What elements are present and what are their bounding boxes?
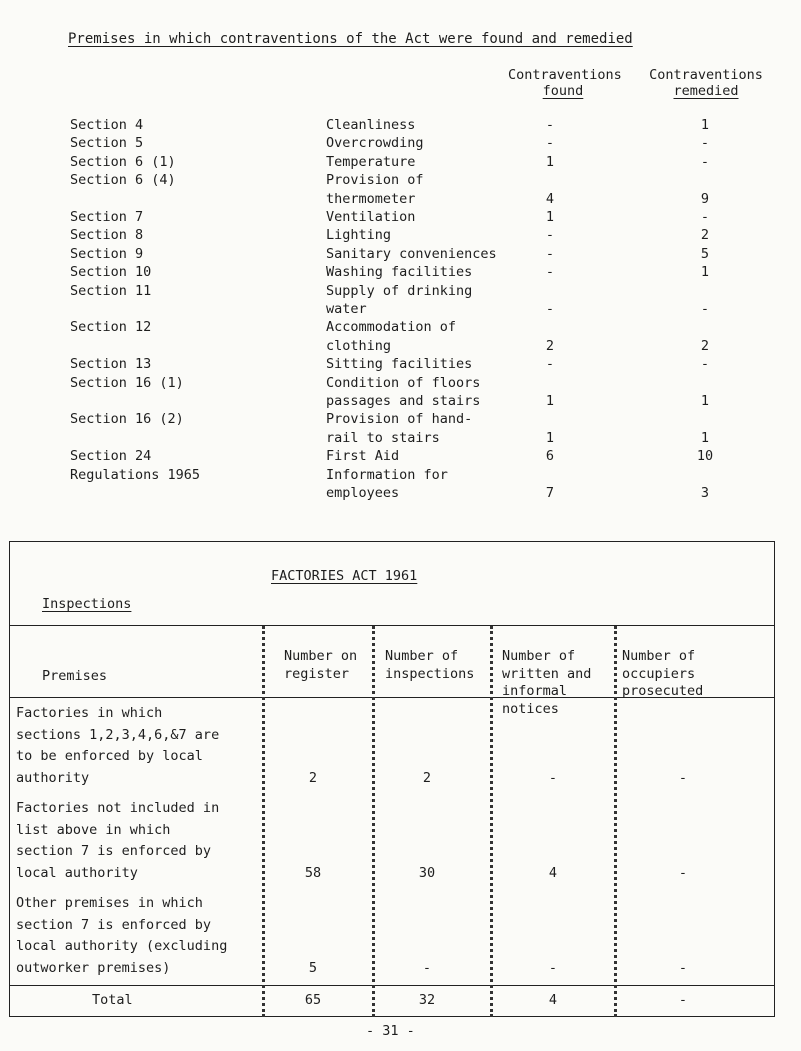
- column-separator: [262, 626, 265, 1017]
- notices-value: -: [548, 769, 558, 786]
- premises-line: section 7 is enforced by: [16, 843, 212, 859]
- subject-label: Sitting facilities: [326, 356, 473, 373]
- premises-line: local authority (excluding: [16, 938, 228, 954]
- subject-label: Washing facilities: [326, 264, 473, 281]
- register-value: 58: [304, 864, 322, 881]
- premises-line: to be enforced by local: [16, 748, 203, 764]
- remedied-value: 1: [700, 117, 710, 133]
- subject-label: clothing: [326, 337, 392, 354]
- notices-header-line: informal: [502, 683, 568, 699]
- prosecuted-value: -: [678, 959, 688, 976]
- subject-label: Lighting: [326, 227, 392, 244]
- remedied-value: -: [700, 356, 710, 373]
- subject-label: Information for: [326, 466, 448, 483]
- found-value: -: [545, 227, 555, 244]
- notices-header-line: written and: [502, 665, 592, 682]
- found-value: 1: [545, 153, 555, 170]
- premises-line: authority: [16, 769, 90, 786]
- section-label: Section 6 (4): [70, 172, 176, 189]
- subject-label: Provision of hand-: [326, 411, 473, 428]
- notices-value: -: [548, 959, 558, 976]
- section-label: Section 9: [70, 245, 144, 262]
- section-label: Section 13: [70, 356, 152, 373]
- register-header-line: register: [284, 665, 350, 682]
- remedied-value: 3: [700, 484, 710, 501]
- register-header: [284, 648, 357, 683]
- notices-header-line: Number of: [502, 648, 576, 664]
- register-value: 2: [308, 769, 318, 786]
- premises-line: local authority: [16, 864, 138, 881]
- prosecuted-header-line: prosecuted: [622, 683, 704, 699]
- register-header-line: Number on: [284, 648, 358, 664]
- column-separator: [614, 626, 617, 1017]
- register-value: 5: [308, 959, 318, 976]
- inspections-value: -: [422, 959, 432, 976]
- found-value: -: [545, 300, 555, 317]
- total-register: 65: [304, 992, 322, 1008]
- section-label: Section 16 (2): [70, 411, 184, 428]
- found-value: -: [545, 245, 555, 262]
- subject-label: Supply of drinking: [326, 282, 473, 299]
- section-label: Section 11: [70, 282, 152, 299]
- col-found-header: [508, 67, 622, 99]
- found-value: -: [545, 356, 555, 373]
- divider: [9, 625, 775, 626]
- prosecuted-header-line: Number of: [622, 648, 696, 664]
- section-label: Section 10: [70, 264, 152, 281]
- found-value: 1: [545, 209, 555, 225]
- notices-header-line: notices: [502, 700, 559, 717]
- found-value: 4: [545, 190, 555, 207]
- subject-label: water: [326, 300, 367, 317]
- found-value: 7: [545, 484, 555, 501]
- subject-label: rail to stairs: [326, 429, 440, 446]
- section-label: Regulations 1965: [70, 466, 201, 483]
- column-separator: [490, 626, 493, 1017]
- page-heading: Premises in which contraventions of the Act were found and remedied: [68, 31, 633, 47]
- remedied-value: 5: [700, 245, 710, 262]
- subject-label: Provision of: [326, 172, 424, 189]
- section-label: Section 16 (1): [70, 374, 184, 391]
- remedied-value: 9: [700, 190, 710, 207]
- col-remedied-line2: remedied: [673, 83, 739, 99]
- col-found-line2: found: [542, 83, 584, 99]
- total-label: Total: [92, 992, 133, 1008]
- found-value: -: [545, 135, 555, 152]
- remedied-value: 2: [700, 227, 710, 244]
- notices-value: 4: [548, 864, 558, 881]
- premises-line: Factories in which: [16, 705, 163, 721]
- premises-line: outworker premises): [16, 959, 171, 976]
- subject-label: Temperature: [326, 153, 416, 170]
- section-label: Section 24: [70, 448, 152, 465]
- factories-subtitle: Inspections: [42, 596, 132, 612]
- found-value: 6: [545, 448, 555, 465]
- remedied-value: 1: [700, 264, 710, 281]
- inspections-value: 2: [422, 769, 432, 786]
- inspections-value: 30: [418, 864, 436, 881]
- premises-line: section 7 is enforced by: [16, 916, 212, 933]
- remedied-value: -: [700, 209, 710, 225]
- col-remedied-header: [628, 67, 784, 99]
- subject-label: Ventilation: [326, 209, 416, 225]
- page-number: - 31 -: [366, 1023, 415, 1039]
- found-value: 2: [545, 337, 555, 354]
- subject-label: Sanitary conveniences: [326, 245, 497, 262]
- prosecuted-value: -: [678, 864, 688, 881]
- remedied-value: -: [700, 135, 710, 152]
- premises-line: Other premises in which: [16, 895, 203, 911]
- section-label: Section 4: [70, 117, 144, 133]
- premises-line: list above in which: [16, 821, 171, 838]
- inspections-header-line: Number of: [385, 648, 459, 664]
- premises-line: Factories not included in: [16, 800, 220, 816]
- subject-label: passages and stairs: [326, 392, 481, 409]
- remedied-value: -: [700, 300, 710, 317]
- subject-label: Accommodation of: [326, 319, 457, 336]
- col-found-line1: Contraventions: [508, 67, 622, 83]
- found-value: 1: [545, 429, 555, 446]
- prosecuted-value: -: [678, 769, 688, 786]
- remedied-value: 1: [700, 429, 710, 446]
- section-label: Section 12: [70, 319, 152, 336]
- premises-line: sections 1,2,3,4,6,&7 are: [16, 726, 220, 743]
- premises-header: Premises: [42, 668, 108, 684]
- total-prosecuted: -: [678, 992, 688, 1008]
- found-value: -: [545, 117, 555, 133]
- column-separator: [372, 626, 375, 1017]
- prosecuted-header-line: occupiers: [622, 665, 696, 682]
- inspections-header: [385, 648, 474, 683]
- subject-label: Condition of floors: [326, 374, 481, 391]
- remedied-value: 10: [696, 448, 714, 465]
- section-label: Section 7: [70, 209, 144, 225]
- section-label: Section 8: [70, 227, 144, 244]
- total-inspections: 32: [418, 992, 436, 1008]
- remedied-value: -: [700, 153, 710, 170]
- inspections-header-line: inspections: [385, 665, 475, 682]
- section-label: Section 6 (1): [70, 153, 176, 170]
- divider: [9, 985, 775, 986]
- remedied-value: 1: [700, 392, 710, 409]
- found-value: -: [545, 264, 555, 281]
- prosecuted-header: [622, 648, 703, 701]
- remedied-value: 2: [700, 337, 710, 354]
- section-label: Section 5: [70, 135, 144, 152]
- col-remedied-line1: Contraventions: [649, 67, 763, 83]
- subject-label: thermometer: [326, 190, 416, 207]
- subject-label: Cleanliness: [326, 117, 416, 133]
- total-notices: 4: [548, 992, 558, 1008]
- subject-label: First Aid: [326, 448, 400, 465]
- subject-label: Overcrowding: [326, 135, 424, 152]
- subject-label: employees: [326, 484, 400, 501]
- notices-header: [502, 648, 591, 718]
- factories-title: FACTORIES ACT 1961: [271, 568, 418, 584]
- found-value: 1: [545, 392, 555, 409]
